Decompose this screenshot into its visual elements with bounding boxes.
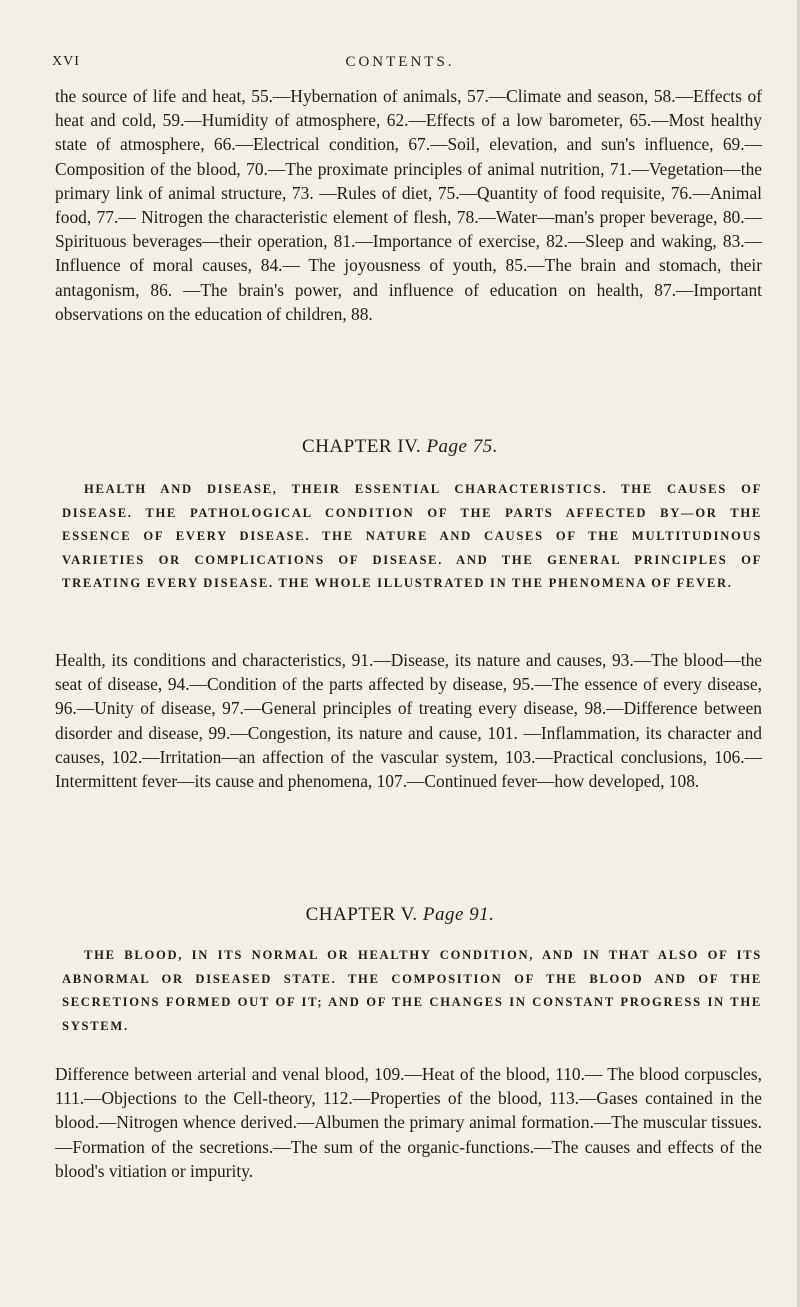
page-number: xvi	[52, 48, 80, 70]
chapter-4-body: Health, its conditions and characteristics, 91.—Disease, its nature and causes, 93.—The blood—the seat of disease, 94.—Condition of the parts affected by disease, 95.—The essence of every disease, 96.—Unity of disease, 97.—General principles of treating every disease, 98.—Difference between disorder and disease, 99.—Congestion, its nature and cause, 101. —Inflammation, its character and causes, 102.—Irritation—an affection of the vascular system, 103.—Practical conclusions, 106.—Intermittent fever—its cause and phenomena, 107.—Continued fever—how developed, 108.	[55, 650, 762, 792]
chapter-5-heading	[0, 904, 800, 926]
running-title: CONTENTS.	[345, 54, 455, 70]
chapter-4-summary: HEALTH AND DISEASE, THEIR ESSENTIAL CHARACTERISTICS. THE CAUSES OF DISEASE. THE PATHOLOGICAL CONDITION OF THE PARTS AFFECTED BY—OR THE ESSENCE OF EVERY DISEASE. THE NATURE AND CAUSES OF THE MULTITUDINOUS VARIETIES OR COMPLICATIONS OF DISEASE. AND THE GENERAL PRINCIPLES OF TREATING EVERY DISEASE. THE WHOLE ILLUSTRATED IN THE PHENOMENA OF FEVER.	[62, 482, 762, 591]
chapter-4-page-ref: Page 75.	[426, 436, 498, 457]
chapter-4-body-section	[55, 648, 762, 793]
chapter-5-body-section	[55, 1062, 762, 1183]
chapter-4-heading	[0, 436, 800, 458]
intro-section	[55, 84, 762, 326]
chapter-4-label: CHAPTER IV.	[302, 436, 422, 457]
chapter-5-body: Difference between arterial and venal blood, 109.—Heat of the blood, 110.— The blood corpuscles, 111.—Objections to the Cell-theory, 112.—Properties of the blood, 113.—Gases contained in the blood.—Nitrogen whence derived.—Albumen the primary animal formation.—The muscular tissues. —Formation of the secretions.—The sum of the organic-functions.—The causes and effects of the blood's vitiation or impurity.	[55, 1064, 762, 1181]
intro-paragraph: the source of life and heat, 55.—Hybernation of animals, 57.—Climate and season, 58.—Effects of heat and cold, 59.—Humidity of atmosphere, 62.—Effects of a low barometer, 65.—Most healthy state of atmosphere, 66.—Electrical condition, 67.—Soil, elevation, and sun's influence, 69.—Composition of the blood, 70.—The proximate principles of animal nutrition, 71.—Vegetation—the primary link of animal structure, 73. —Rules of diet, 75.—Quantity of food requisite, 76.—Animal food, 77.— Nitrogen the characteristic element of flesh, 78.—Water—man's proper beverage, 80.—Spirituous beverages—their operation, 81.—Importance of exercise, 82.—Sleep and waking, 83.—Influence of moral causes, 84.— The joyousness of youth, 85.—The brain and stomach, their antagonism, 86. —The brain's power, and influence of education on health, 87.—Important observations on the education of children, 88.	[55, 86, 762, 324]
chapter-5-summary: THE BLOOD, IN ITS NORMAL OR HEALTHY CONDITION, AND IN THAT ALSO OF ITS ABNORMAL OR DISEASED STATE. THE COMPOSITION OF THE BLOOD AND OF THE SECRETIONS FORMED OUT OF IT; AND OF THE CHANGES IN CONSTANT PROGRESS IN THE SYSTEM.	[62, 948, 762, 1033]
running-head	[0, 38, 800, 74]
chapter-5-page-ref: Page 91.	[422, 904, 495, 925]
chapter-5-label: CHAPTER V.	[305, 904, 418, 925]
